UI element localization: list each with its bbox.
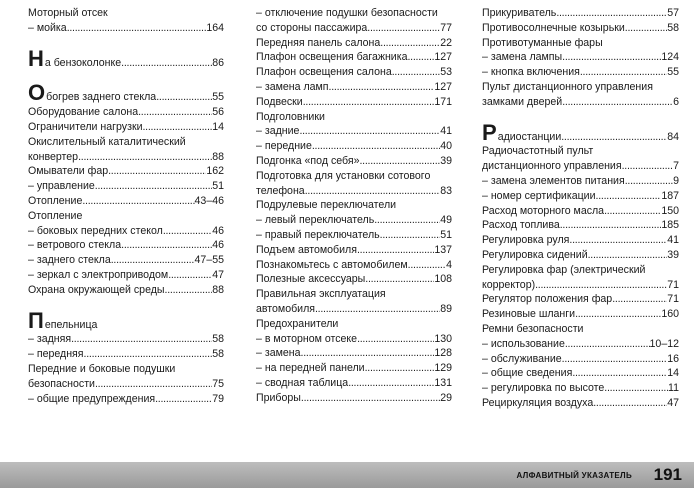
index-entry: [28, 164, 224, 179]
leader-dots: [357, 332, 434, 347]
entry-label: Моторный отсек: [28, 7, 108, 19]
entry-label: Ограничители нагрузки: [28, 120, 143, 133]
index-entry: [482, 189, 679, 204]
index-entry: [482, 21, 679, 36]
entry-label: – номер сертификации: [482, 189, 596, 202]
leader-dots: [67, 21, 207, 36]
leader-dots: [163, 224, 212, 239]
entry-label: Подвески: [256, 95, 303, 108]
entry-page-number: 86: [212, 56, 224, 69]
leader-dots: [329, 80, 435, 95]
entry-label: Резиновые шланги: [482, 308, 576, 321]
entry-label: Подгонка «под себя»: [256, 154, 360, 167]
entry-page-number: 14: [212, 120, 224, 133]
leader-dots: [622, 159, 674, 174]
leader-dots: [365, 361, 435, 376]
index-entry: [28, 150, 224, 165]
entry-label: – обслуживание: [482, 352, 562, 365]
entry-page-number: 51: [440, 228, 452, 241]
entry-page-number: 150: [661, 204, 679, 217]
index-entry: [482, 352, 679, 367]
section-gap: [482, 110, 679, 122]
index-entry: [28, 179, 224, 194]
index-entry: [256, 21, 452, 36]
entry-page-number: 47–55: [194, 254, 224, 267]
entry-label: – задние: [256, 125, 300, 138]
index-entry: [482, 159, 679, 174]
entry-label: а бензоколонке: [44, 56, 122, 69]
index-entry: [28, 80, 224, 106]
index-entry: [256, 317, 452, 332]
leader-dots: [560, 218, 662, 233]
index-entry: [256, 287, 452, 302]
leader-dots: [625, 21, 667, 36]
entry-page-number: 127: [434, 80, 452, 93]
leader-dots: [561, 130, 667, 145]
entry-page-number: 108: [434, 273, 452, 286]
entry-label: Приборы: [256, 391, 301, 404]
index-entry: [256, 154, 452, 169]
index-entry: [28, 209, 224, 224]
index-entry: [482, 396, 679, 411]
index-entry: [256, 332, 452, 347]
entry-page-number: 11: [668, 382, 679, 395]
index-entry: [256, 184, 452, 199]
leader-dots: [138, 105, 212, 120]
index-entry: [28, 362, 224, 377]
entry-label: дистанционного управления: [482, 160, 622, 173]
entry-label: Подъем автомобиля: [256, 243, 357, 256]
entry-label: Регулятор положения фар: [482, 293, 613, 306]
entry-page-number: 14: [667, 367, 679, 380]
index-entry: [256, 376, 452, 391]
entry-label: Предохранители: [256, 317, 339, 330]
index-entry: [28, 194, 224, 209]
index-entry: [482, 65, 679, 80]
entry-page-number: 22: [440, 36, 452, 49]
entry-page-number: 77: [440, 21, 452, 34]
index-entry: [256, 169, 452, 184]
index-entry: [256, 110, 452, 125]
leader-dots: [556, 6, 667, 21]
entry-label: – заднего стекла: [28, 254, 111, 267]
entry-label: конвертер: [28, 150, 79, 163]
leader-dots: [108, 164, 206, 179]
entry-page-number: 164: [206, 21, 224, 34]
leader-dots: [588, 248, 668, 263]
entry-page-number: 124: [661, 51, 679, 64]
index-entry: [482, 6, 679, 21]
entry-page-number: 75: [212, 377, 224, 390]
index-entry: [256, 65, 452, 80]
index-entry: [256, 50, 452, 65]
entry-page-number: 57: [667, 7, 679, 19]
page-number: 191: [653, 465, 682, 484]
index-entry: [28, 105, 224, 120]
section-gap: [28, 298, 224, 310]
leader-dots: [301, 391, 440, 406]
index-entry: [28, 135, 224, 150]
leader-dots: [612, 292, 667, 307]
entry-page-number: 40: [440, 140, 452, 153]
leader-dots: [315, 302, 440, 317]
index-entry: [28, 238, 224, 253]
entry-label: телефона: [256, 184, 305, 197]
leader-dots: [604, 204, 661, 219]
entry-label: Радиочастотный пульт: [482, 145, 594, 158]
index-entry: [256, 6, 452, 21]
entry-label: Передняя панель салона: [256, 36, 381, 49]
index-entry: [28, 224, 224, 239]
entry-label: богрев заднего стекла: [46, 91, 157, 104]
section-initial-letter: П: [28, 307, 44, 333]
index-entry: [482, 204, 679, 219]
entry-page-number: 29: [440, 391, 452, 404]
entry-page-number: 9: [673, 174, 679, 187]
leader-dots: [593, 396, 667, 411]
index-entry: [28, 283, 224, 298]
entry-label: Окислительный каталитический: [28, 135, 186, 148]
leader-dots: [348, 376, 434, 391]
entry-page-number: 7: [673, 160, 679, 173]
section-gap: [28, 36, 224, 48]
entry-page-number: 47: [667, 396, 679, 409]
leader-dots: [392, 65, 440, 80]
leader-dots: [156, 90, 212, 105]
index-entry: [482, 218, 679, 233]
entry-label: Подготовка для установки сотового: [256, 169, 431, 182]
index-column-2: [256, 6, 452, 406]
index-entry: [28, 45, 224, 71]
entry-label: – замена лампы: [482, 51, 563, 64]
index-entry: [482, 292, 679, 307]
entry-label: – задняя: [28, 333, 72, 346]
entry-label: – отключение подушки безопасности: [256, 7, 438, 19]
index-entry: [28, 392, 224, 407]
entry-label: замками дверей: [482, 95, 563, 108]
entry-label: – в моторном отсеке: [256, 332, 358, 345]
index-entry: [256, 302, 452, 317]
section-initial-letter: Н: [28, 45, 44, 71]
index-entry: [256, 139, 452, 154]
leader-dots: [535, 278, 667, 293]
leader-dots: [95, 377, 212, 392]
index-entry: [28, 6, 224, 21]
entry-label: Подголовники: [256, 110, 325, 123]
entry-label: Противосолнечные козырьки: [482, 21, 625, 34]
entry-label: – зеркал с электроприводом: [28, 268, 169, 281]
index-entry: [482, 307, 679, 322]
leader-dots: [407, 50, 434, 65]
index-entry: [482, 322, 679, 337]
entry-page-number: 16: [667, 352, 679, 365]
entry-label: Пульт дистанционного управления: [482, 80, 653, 93]
index-entry: [256, 272, 452, 287]
entry-label: – на передней панели: [256, 362, 365, 375]
index-entry: [482, 337, 679, 352]
entry-page-number: 41: [667, 234, 679, 247]
entry-label: Прикуриватель: [482, 7, 557, 19]
entry-label: Плафон освещения салона: [256, 66, 392, 79]
index-entry: [482, 119, 679, 145]
entry-label: Регулировка руля: [482, 234, 570, 247]
leader-dots: [78, 150, 212, 165]
index-entry: [256, 80, 452, 95]
entry-label: – сводная таблица: [256, 376, 349, 389]
index-entry: [482, 50, 679, 65]
leader-dots: [84, 347, 213, 362]
entry-label: со стороны пассажира: [256, 21, 368, 34]
entry-page-number: 79: [212, 392, 224, 405]
index-entry: [28, 347, 224, 362]
index-entry: [256, 95, 452, 110]
entry-label: Расход моторного масла: [482, 204, 605, 217]
entry-label: Передние и боковые подушки: [28, 362, 176, 375]
index-entry: [482, 174, 679, 189]
entry-page-number: 4: [446, 258, 452, 271]
leader-dots: [580, 65, 667, 80]
entry-label: – левый переключатель: [256, 214, 375, 227]
entry-label: – общие предупреждения: [28, 392, 156, 405]
entry-label: Подрулевые переключатели: [256, 199, 397, 212]
index-entry: [256, 346, 452, 361]
index-column-3: [482, 6, 679, 411]
index-entry: [256, 243, 452, 258]
leader-dots: [625, 174, 673, 189]
entry-label: – замена ламп: [256, 80, 329, 93]
entry-label: Полезные аксессуары: [256, 273, 366, 286]
entry-page-number: 43–46: [194, 194, 224, 207]
leader-dots: [569, 233, 667, 248]
entry-page-number: 130: [434, 332, 452, 345]
index-entry: [256, 213, 452, 228]
entry-page-number: 39: [667, 248, 679, 261]
entry-page-number: 187: [661, 189, 679, 202]
entry-label: – кнопка включения: [482, 66, 580, 79]
leader-dots: [299, 124, 440, 139]
index-entry: [256, 36, 452, 51]
entry-page-number: 41: [440, 125, 452, 138]
index-entry: [256, 391, 452, 406]
entry-label: адиостанции: [497, 130, 562, 143]
entry-page-number: 46: [212, 224, 224, 237]
entry-page-number: 84: [667, 130, 679, 143]
index-entry: [256, 124, 452, 139]
leader-dots: [168, 268, 212, 283]
entry-label: – правый переключатель: [256, 228, 380, 241]
entry-label: Отопление: [28, 194, 83, 207]
entry-label: – ветрового стекла: [28, 239, 122, 252]
entry-label: – использование: [482, 337, 565, 350]
leader-dots: [111, 253, 195, 268]
entry-label: – передние: [256, 140, 312, 153]
leader-dots: [301, 346, 435, 361]
entry-page-number: 128: [434, 347, 452, 360]
leader-dots: [121, 56, 212, 71]
entry-page-number: 58: [212, 348, 224, 361]
leader-dots: [95, 179, 212, 194]
index-entry: [256, 228, 452, 243]
index-entry: [28, 332, 224, 347]
section-gap: [28, 70, 224, 82]
leader-dots: [596, 189, 662, 204]
entry-page-number: 55: [212, 91, 224, 104]
leader-dots: [604, 381, 668, 396]
entry-page-number: 71: [667, 293, 679, 306]
entry-label: Познакомьтесь с автомобилем: [256, 258, 408, 271]
leader-dots: [359, 154, 440, 169]
index-entry: [28, 377, 224, 392]
entry-page-number: 47: [212, 268, 224, 281]
entry-label: епельница: [44, 318, 98, 331]
leader-dots: [155, 392, 212, 407]
entry-label: Рециркуляция воздуха: [482, 396, 594, 409]
leader-dots: [374, 213, 440, 228]
entry-label: Оборудование салона: [28, 106, 139, 119]
leader-dots: [572, 366, 667, 381]
index-entry: [482, 381, 679, 396]
entry-label: – мойка: [28, 21, 67, 34]
entry-page-number: 71: [667, 278, 679, 291]
entry-page-number: 55: [667, 66, 679, 79]
index-entry: [256, 361, 452, 376]
index-entry: [482, 278, 679, 293]
leader-dots: [562, 50, 661, 65]
index-entry: [28, 120, 224, 135]
leader-dots: [380, 36, 440, 51]
entry-page-number: 46: [212, 239, 224, 252]
leader-dots: [305, 184, 441, 199]
leader-dots: [365, 272, 434, 287]
entry-page-number: 49: [440, 214, 452, 227]
entry-page-number: 129: [434, 362, 452, 375]
index-entry: [482, 248, 679, 263]
entry-label: – передняя: [28, 348, 84, 361]
leader-dots: [312, 139, 440, 154]
index-entry: [482, 144, 679, 159]
entry-page-number: 53: [440, 66, 452, 79]
entry-label: Противотуманные фары: [482, 36, 603, 49]
index-entry: [28, 253, 224, 268]
leader-dots: [165, 283, 213, 298]
entry-label: – регулировка по высоте: [482, 382, 605, 395]
entry-label: – управление: [28, 180, 95, 193]
entry-page-number: 137: [434, 243, 452, 256]
entry-label: – боковых передних стекол: [28, 224, 163, 237]
entry-label: автомобиля: [256, 302, 315, 315]
entry-label: Плафон освещения багажника: [256, 51, 408, 64]
entry-page-number: 58: [667, 21, 679, 34]
entry-label: корректор): [482, 278, 536, 291]
entry-label: Регулировка фар (электрический: [482, 263, 646, 276]
entry-label: Регулировка сидений: [482, 248, 588, 261]
index-entry: [482, 80, 679, 95]
entry-label: Расход топлива: [482, 219, 560, 232]
entry-label: Правильная эксплуатация: [256, 288, 386, 301]
leader-dots: [143, 120, 213, 135]
entry-page-number: 89: [440, 302, 452, 315]
entry-label: – общие сведения: [482, 367, 573, 380]
entry-label: Омыватели фар: [28, 165, 109, 178]
entry-page-number: 131: [434, 376, 452, 389]
entry-page-number: 6: [673, 95, 679, 108]
leader-dots: [71, 332, 212, 347]
leader-dots: [565, 337, 650, 352]
entry-label: Охрана окружающей среды: [28, 283, 165, 296]
entry-page-number: 51: [212, 180, 224, 193]
entry-page-number: 58: [212, 333, 224, 346]
index-entry: [28, 21, 224, 36]
leader-dots: [408, 258, 446, 273]
index-entry: [256, 198, 452, 213]
entry-page-number: 83: [440, 184, 452, 197]
entry-label: Ремни безопасности: [482, 322, 584, 335]
leader-dots: [121, 238, 212, 253]
page-footer-bar: [0, 462, 694, 488]
footer-section-title: АЛФАВИТНЫЙ УКАЗАТЕЛЬ: [516, 471, 632, 480]
leader-dots: [380, 228, 441, 243]
entry-label: безопасности: [28, 377, 95, 390]
leader-dots: [367, 21, 440, 36]
section-initial-letter: О: [28, 80, 46, 106]
entry-page-number: 88: [212, 283, 224, 296]
section-initial-letter: Р: [482, 119, 497, 145]
leader-dots: [562, 352, 668, 367]
entry-label: – замена: [256, 347, 301, 360]
index-entry: [482, 366, 679, 381]
leader-dots: [357, 243, 434, 258]
entry-page-number: 10–12: [649, 337, 679, 350]
entry-label: – замена элементов питания: [482, 174, 625, 187]
entry-page-number: 171: [434, 95, 452, 108]
index-entry: [256, 258, 452, 273]
entry-page-number: 39: [440, 154, 452, 167]
leader-dots: [575, 307, 661, 322]
entry-page-number: 162: [206, 165, 224, 178]
entry-page-number: 127: [434, 51, 452, 64]
index-entry: [482, 95, 679, 110]
index-entry: [28, 307, 224, 333]
leader-dots: [82, 194, 194, 209]
leader-dots: [303, 95, 435, 110]
entry-page-number: 160: [661, 308, 679, 321]
entry-page-number: 88: [212, 150, 224, 163]
index-entry: [482, 263, 679, 278]
index-entry: [482, 233, 679, 248]
entry-page-number: 56: [212, 106, 224, 119]
entry-label: Отопление: [28, 209, 83, 222]
index-entry: [482, 36, 679, 51]
index-entry: [28, 268, 224, 283]
entry-page-number: 185: [661, 219, 679, 232]
leader-dots: [562, 95, 673, 110]
index-column-1: [28, 6, 224, 406]
